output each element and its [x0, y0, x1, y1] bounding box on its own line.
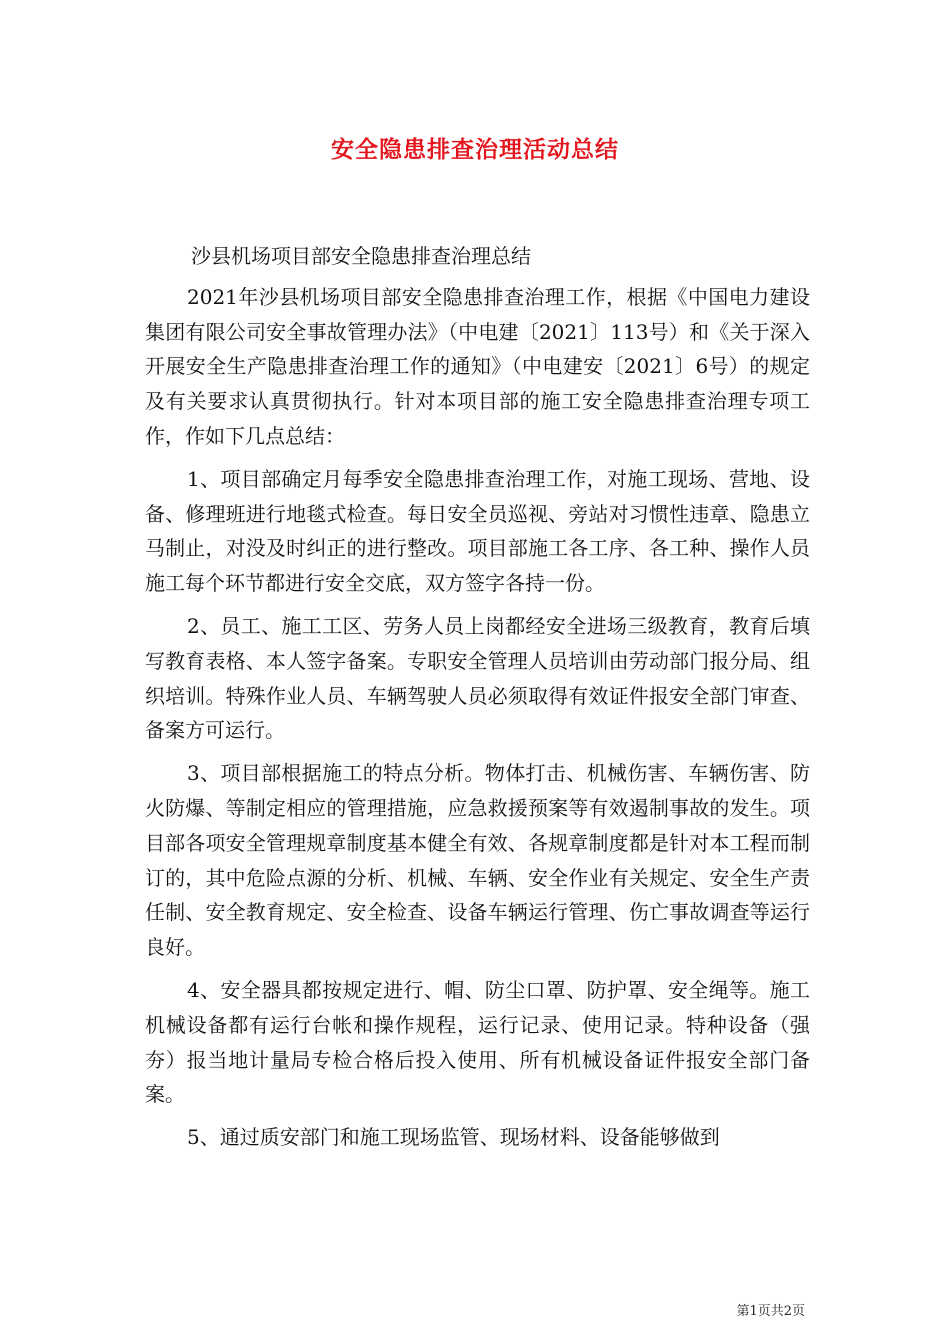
document-subtitle: 沙县机场项目部安全隐患排查治理总结: [191, 244, 531, 268]
paragraph-item-5: 5、通过质安部门和施工现场监管、现场材料、设备能够做到: [187, 1125, 720, 1150]
paragraph-item-4: 4、安全器具都按规定进行、帽、防尘口罩、防护罩、安全绳等。施工机械设备都有运行台帐和操作规程，运行记录、使用记录。特种设备（强夯）报当地计量局专检合格后投入使用、所有机械设备证件报安全部门备案。: [145, 977, 810, 1107]
document-title: 安全隐患排查治理活动总结: [331, 136, 619, 163]
paragraph-item-3: 3、项目部根据施工的特点分析。物体打击、机械伤害、车辆伤害、防火防爆、等制定相应的管理措施，应急救援预案等有效遏制事故的发生。项目部各项安全管理规章制度基本健全有效、各规章制度都是针对本工程而制订的，其中危险点源的分析、机械、车辆、安全作业有关规定、安全生产责任制、安全教育规定、安全检查、设备车辆运行管理、伤亡事故调查等运行良好。: [145, 761, 810, 960]
document-body: [145, 239, 810, 1155]
paragraph-item-1: 1、项目部确定月每季安全隐患排查治理工作，对施工现场、营地、设备、修理班进行地毯式检查。每日安全员巡视、旁站对习惯性违章、隐患立马制止，对没及时纠正的进行整改。项目部施工各工序、各工种、操作人员施工每个环节都进行安全交底，双方签字各持一份。: [145, 466, 810, 596]
paragraph-item-2: 2、员工、施工工区、劳务人员上岗都经安全进场三级教育，教育后填写教育表格、本人签字备案。专职安全管理人员培训由劳动部门报分局、组织培训。特殊作业人员、车辆驾驶人员必须取得有效证件报安全部门审查、备案方可运行。: [145, 613, 810, 743]
page-number: 第1页共2页: [736, 1304, 805, 1319]
paragraph-intro: 2021年沙县机场项目部安全隐患排查治理工作，根据《中国电力建设集团有限公司安全事故管理办法》（中电建〔2021〕113号）和《关于深入开展安全生产隐患排查治理工作的通知》（中电建安〔2021〕6号）的规定及有关要求认真贯彻执行。针对本项目部的施工安全隐患排查治理专项工作，作如下几点总结：: [145, 284, 810, 448]
